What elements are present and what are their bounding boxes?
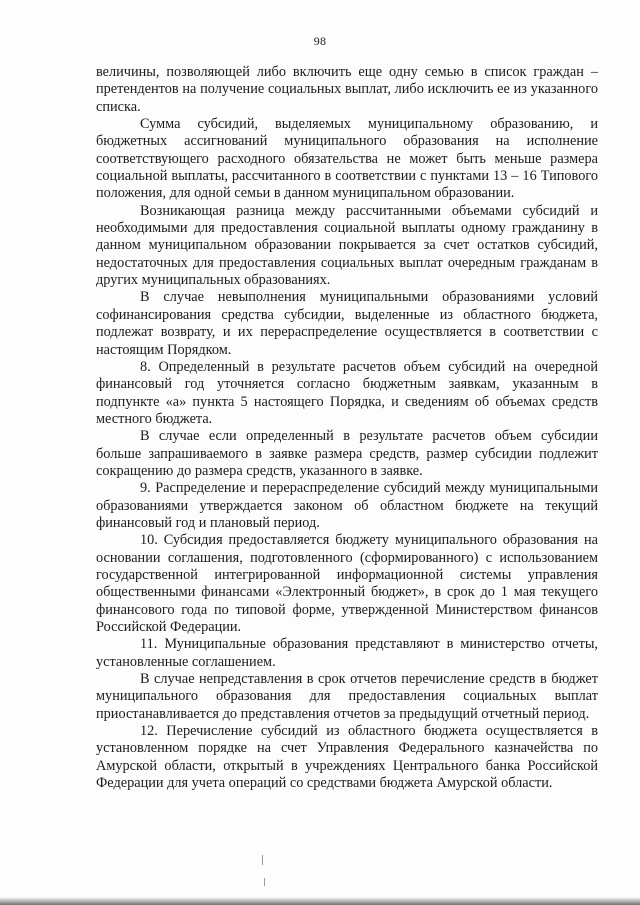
paragraph-item-9: 9. Распределение и перераспределение субсидий между муниципальными образованиями утверждается законом об областном бюджете на текущий финансовый год и плановый период. (96, 480, 598, 531)
scan-artifact-mark (264, 878, 265, 886)
scan-bottom-shadow (0, 897, 640, 905)
paragraph-item-11: 11. Муниципальные образования представляют в министерство отчеты, установленные соглашением. (96, 636, 598, 670)
paragraph-item-12: 12. Перечисление субсидий из областного бюджета осуществляется в установленном порядке на счет Управления Федерального казначейства по Амурской области, открытый в учреждениях Центрального банка Российской Федерации для учета операций со средствами бюджета Амурской области. (96, 723, 598, 792)
paragraph-subsidy-amount: Сумма субсидий, выделяемых муниципальному образованию, и бюджетных ассигнований муниципального образования на исполнение соответствующего расходного обязательства не может быть меньше размера социальной выплаты, рассчитанного в соответствии с пунктами 13 – 16 Типового положения, для одной семьи в данном муниципальном образовании. (96, 116, 598, 202)
document-body (96, 64, 598, 792)
page-number: 98 (313, 34, 327, 48)
paragraph-difference: Возникающая разница между рассчитанными объемами субсидий и необходимыми для предоставления социальной выплаты одному гражданину в данном муниципальном образовании покрывается за счет остатков субсидий, недостаточных для предоставления социальных выплат очередным гражданам в других муниципальных образованиях. (96, 202, 598, 289)
paragraph-excess-amount: В случае если определенный в результате расчетов объем субсидии больше запрашиваемого в заявке размера средств, размер субсидии подлежит сокращению до размера средств, указанного в заявке. (96, 428, 598, 479)
scan-artifact-mark (262, 855, 263, 865)
paragraph-non-fulfillment: В случае невыполнения муниципальными образованиями условий софинансирования средства субсидии, выделенные из областного бюджета, подлежат возврату, и их перераспределение осуществляется в соответствии с настоящим Порядком. (96, 289, 598, 358)
paragraph-non-submission: В случае непредставления в срок отчетов перечисление средств в бюджет муниципального образования для предоставления социальных выплат приостанавливается до представления отчетов за предыдущий отчетный период. (96, 671, 598, 722)
paragraph-item-8: 8. Определенный в результате расчетов объем субсидий на очередной финансовый год уточняется согласно бюджетным заявкам, указанным в подпункте «а» пункта 5 настоящего Порядка, и сведениям об объемах средств местного бюджета. (96, 358, 598, 427)
paragraph-item-10: 10. Субсидия предоставляется бюджету муниципального образования на основании соглашения, подготовленного (сформированного) с использованием государственной интегрированной информационной системы управления общественными финансами «Электронный бюджет», в срок до 1 мая текущего финансового года по типовой форме, утвержденной Министерством финансов Российской Федерации. (96, 532, 598, 635)
paragraph-continuation: величины, позволяющей либо включить еще одну семью в список граждан – претендентов на получение социальных выплат, либо исключить ее из указанного списка. (96, 64, 598, 115)
